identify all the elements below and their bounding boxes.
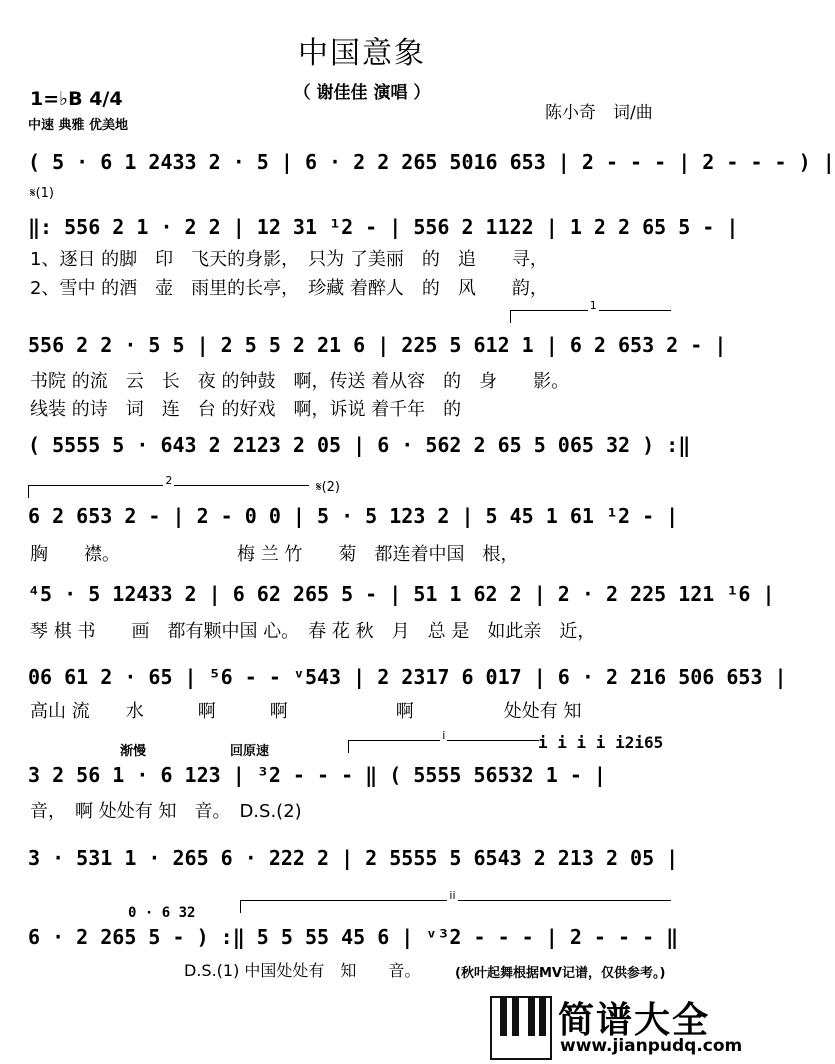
song-title: 中国意象	[298, 36, 426, 71]
notation-row-9: 6 · 2 265 5 - ) :‖ 5 5 55 45 6 | ᵛ³2 - - - | 2 - - - ‖	[28, 925, 679, 949]
notation-row-8: 3 · 531 1 · 265 6 · 222 2 | 2 5555 5 6543 2 213 2 05 |	[28, 846, 679, 870]
key-signature: 1=♭B 4/4	[30, 88, 123, 110]
notation-row-1: ‖: 556 2 1 · 2 2 | 12 31 ¹2 - | 556 2 1122 | 1 2 2 65 5 - |	[28, 215, 739, 239]
notation-row-9-high: 0 · 6 32	[128, 905, 196, 921]
lyric-row-6: 高山 流 水 啊 啊 啊 处处有 知	[30, 701, 582, 722]
lyric-row-1-verse-1: 1、逐日 的脚 印 飞天的身影， 只为 了美丽 的 追 寻，	[30, 249, 548, 270]
composer-credit: 陈小奇 词/曲	[545, 103, 653, 123]
volta-ending-2: 2	[28, 485, 309, 498]
notation-row-7-high: i i i i i2i65	[538, 733, 664, 752]
lyric-row-2-verse-2: 线装 的诗 词 连 台 的好戏 啊，诉说 着千年 的	[30, 399, 462, 420]
notation-row-5: ⁴5 · 5 12433 2 | 6 62 265 5 - | 51 1 62 2 | 2 · 2 225 121 ¹6 |	[28, 582, 775, 606]
lyric-row-7: 音， 啊 处处有 知 音。 D.S.(2)	[30, 801, 302, 822]
singer-credit: （ 谢佳佳 演唱 ）	[293, 83, 431, 103]
a-tempo-mark: 回原速	[230, 744, 270, 759]
ritardando-mark: 渐慢	[120, 744, 147, 759]
logo-url[interactable]: www.jianpudq.com	[560, 1036, 743, 1056]
notation-row-6: 06 61 2 · 65 | ⁵6 - - ᵛ543 | 2 2317 6 017 | 6 · 2 216 506 653 |	[28, 665, 787, 689]
lyric-row-2-verse-1: 书院 的流 云 长 夜 的钟鼓 啊，传送 着从容 的 身 影。	[30, 371, 570, 392]
notation-row-0: ( 5 · 6 1 2433 2 · 5 | 6 · 2 2 265 5016 653 | 2 - - - | 2 - - - ) |	[28, 150, 835, 174]
site-logo[interactable]	[490, 996, 743, 1058]
transcription-note: (秋叶起舞根据MV记谱，仅供参考。)	[455, 966, 666, 981]
notation-row-2: 556 2 2 · 5 5 | 2 5 5 2 21 6 | 225 5 612 1 | 6 2 653 2 - |	[28, 333, 727, 357]
logo-name: 简谱大全	[558, 1000, 711, 1041]
volta-ending-1: 1	[510, 310, 671, 323]
lyric-row-4: 胸 襟。 梅 兰 竹 菊 都连着中国 根，	[30, 544, 519, 565]
notation-row-3: ( 5555 5 · 643 2 2123 2 05 | 6 · 562 2 65 5 065 32 ) :‖	[28, 433, 691, 457]
lyric-row-1-verse-2: 2、雪中 的酒 壶 雨里的长亭， 珍藏 着醉人 的 风 韵，	[30, 278, 548, 299]
segno-mark-1: 𝄋(1)	[30, 186, 55, 201]
tempo-marking: 中速 典雅 优美地	[28, 118, 129, 133]
segno-mark-2: 𝄋(2)	[316, 480, 341, 495]
volta-ending-i: i	[348, 740, 539, 753]
lyric-row-9: D.S.(1) 中国处处有 知 音。	[184, 961, 421, 980]
piano-keys-icon	[490, 996, 552, 1060]
notation-row-4: 6 2 653 2 - | 2 - 0 0 | 5 · 5 123 2 | 5 45 1 61 ¹2 - |	[28, 504, 679, 528]
lyric-row-5: 琴 棋 书 画 都有颗中国 心。 春 花 秋 月 总 是 如此亲 近，	[30, 621, 596, 642]
notation-row-7: 3 2 56 1 · 6 123 | ³2 - - - ‖ ( 5555 56532 1 - |	[28, 763, 606, 787]
volta-ending-ii: ii	[240, 900, 671, 913]
